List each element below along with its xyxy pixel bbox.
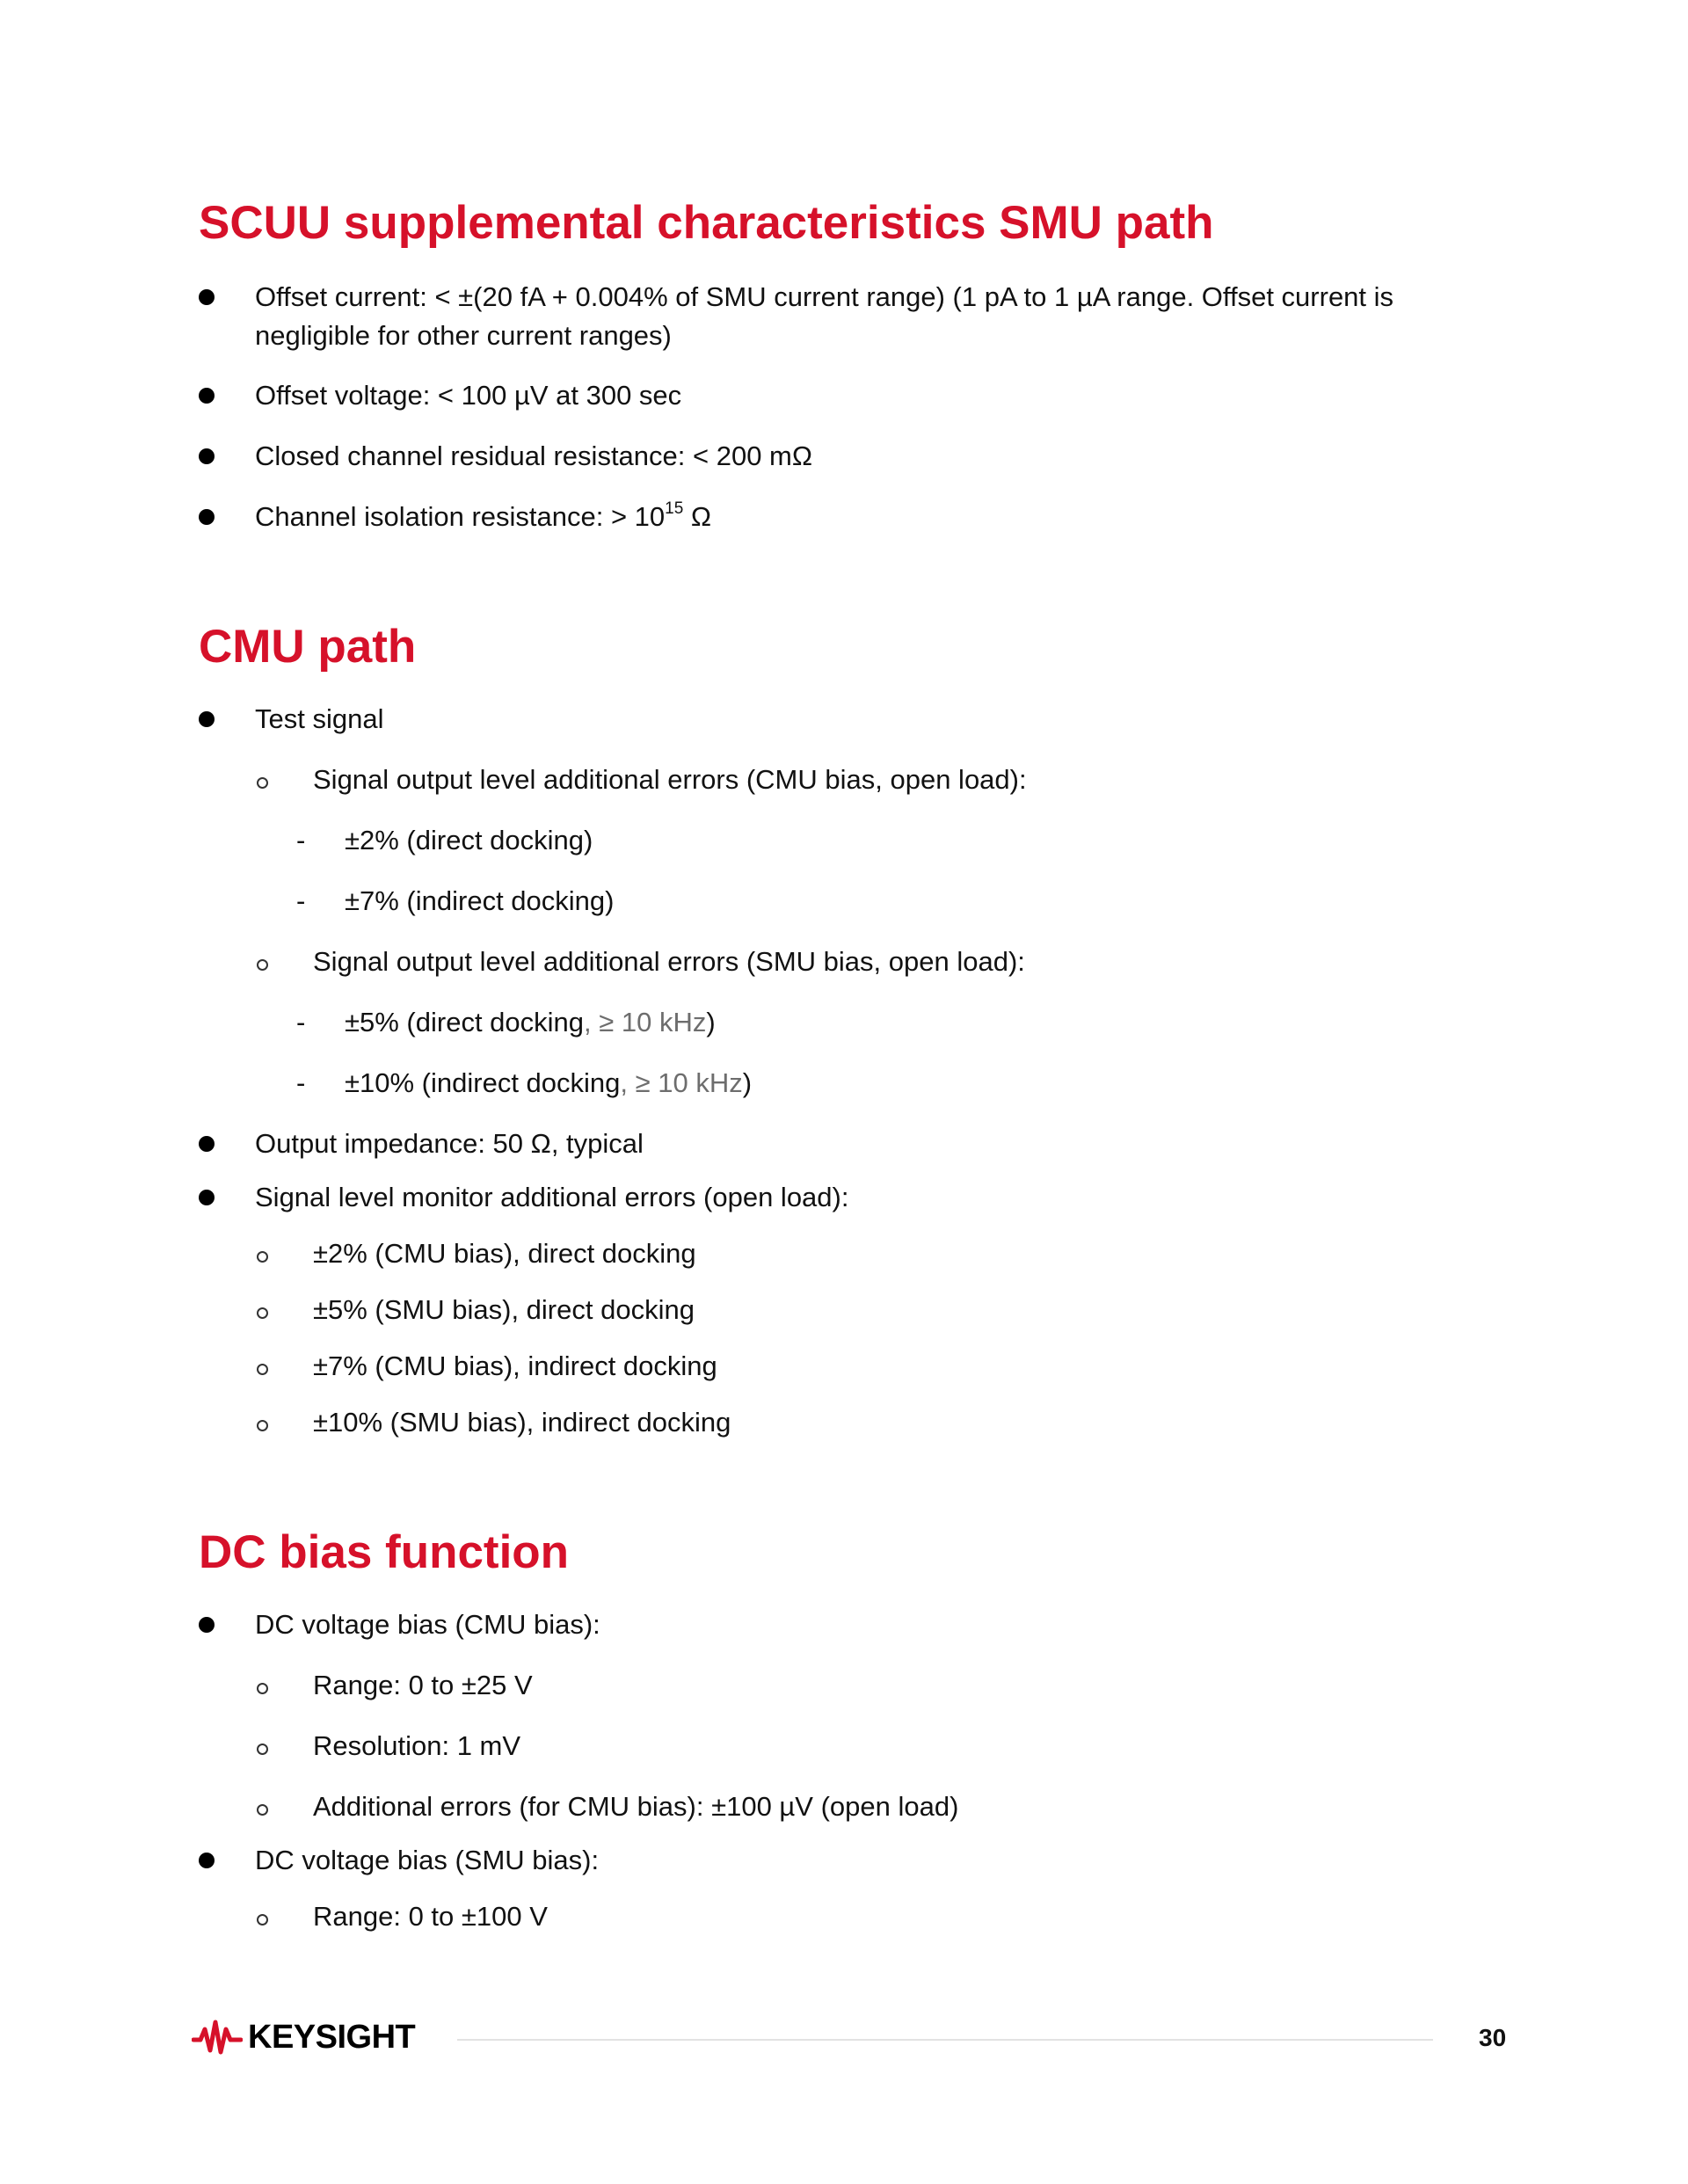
list-item [257, 1727, 520, 1765]
list-item [257, 1787, 958, 1826]
bullet-icon [199, 388, 215, 404]
bullet-icon [199, 509, 215, 525]
list-item [296, 1064, 752, 1103]
list-item [296, 1003, 716, 1042]
list-item [257, 1897, 548, 1936]
list-item-text: Output impedance: 50 Ω, typical [255, 1128, 644, 1159]
list-item-text: Range: 0 to ±25 V [313, 1670, 533, 1700]
list-item-text: ±7% (indirect docking) [345, 885, 615, 916]
bullet-icon [199, 448, 215, 464]
list-item-text: ±5% (direct docking, ≥ 10 kHz) [345, 1007, 716, 1037]
list-item-text: Offset voltage: < 100 µV at 300 sec [255, 380, 682, 411]
brand-name: KEYSIGHT [248, 2018, 416, 2056]
bullet-icon [199, 1617, 215, 1633]
dash-bullet-icon: - [296, 1067, 306, 1098]
circle-bullet-icon [257, 1364, 268, 1375]
bullet-icon [199, 711, 215, 727]
circle-bullet-icon [257, 1251, 268, 1263]
list-item [199, 1605, 600, 1644]
list-item [257, 1347, 717, 1386]
bullet-icon [199, 1853, 215, 1868]
list-item [296, 882, 614, 921]
circle-bullet-icon [257, 1744, 268, 1755]
circle-bullet-icon [257, 777, 268, 789]
list-item-text: ±10% (SMU bias), indirect docking [313, 1407, 731, 1438]
list-item [296, 821, 593, 860]
circle-bullet-icon [257, 1804, 268, 1816]
bullet-icon [199, 1136, 215, 1152]
list-item [199, 1841, 599, 1880]
list-item-text: DC voltage bias (CMU bias): [255, 1609, 600, 1640]
list-item [199, 1125, 644, 1163]
dash-bullet-icon: - [296, 1007, 306, 1037]
section-heading-cmu-path: CMU path [199, 621, 417, 673]
circle-bullet-icon [257, 1683, 268, 1694]
list-item-text: DC voltage bias (SMU bias): [255, 1845, 600, 1875]
list-item [199, 1178, 848, 1217]
circle-bullet-icon [257, 959, 268, 971]
page-number: 30 [1479, 2024, 1507, 2051]
list-item [199, 437, 812, 476]
list-item-text: Test signal [255, 703, 384, 734]
list-item-text: Resolution: 1 mV [313, 1730, 521, 1761]
list-item [199, 376, 681, 415]
bullet-icon [199, 289, 215, 305]
list-item [257, 1291, 695, 1329]
section-heading-dc-bias: DC bias function [199, 1526, 570, 1578]
list-item [257, 761, 1027, 799]
list-item-text: Range: 0 to ±100 V [313, 1901, 548, 1932]
list-item [257, 1403, 731, 1442]
circle-bullet-icon [257, 1914, 268, 1926]
list-item [257, 1666, 533, 1705]
keysight-logo [192, 2017, 415, 2057]
list-item-text: ±2% (CMU bias), direct docking [313, 1238, 696, 1269]
list-item [257, 1234, 696, 1273]
list-item-text: Signal output level additional errors (CMU bias, open load): [313, 764, 1027, 795]
circle-bullet-icon [257, 1420, 268, 1431]
keysight-wave-logo-icon [192, 2017, 243, 2057]
footer-divider [457, 2039, 1433, 2041]
section-heading-scuu-smu-path: SCUU supplemental characteristics SMU path [199, 197, 1214, 249]
bullet-icon [199, 1190, 215, 1205]
list-item [257, 943, 1025, 981]
list-item-text: Additional errors (for CMU bias): ±100 µV (open load) [313, 1791, 959, 1822]
dash-bullet-icon: - [296, 825, 306, 855]
list-item-text: Channel isolation resistance: > $10^{15}$ Ω [255, 499, 712, 532]
circle-bullet-icon [257, 1307, 268, 1319]
list-item [199, 498, 711, 536]
list-item-text: Closed channel residual resistance: < 200 mΩ [255, 440, 813, 471]
list-item-text: ±5% (SMU bias), direct docking [313, 1294, 695, 1325]
list-item-text: ±7% (CMU bias), indirect docking [313, 1350, 717, 1381]
list-item [199, 700, 383, 739]
list-item-text: ±10% (indirect docking, ≥ 10 kHz) [345, 1067, 753, 1098]
list-item [199, 278, 1447, 355]
list-item-text: Offset current: < ±(20 fA + 0.004% of SMU current range) (1 pA to 1 µA range. Offset current is negligible for other current ranges) [255, 281, 1394, 351]
list-item-text: ±2% (direct docking) [345, 825, 593, 855]
dash-bullet-icon: - [296, 885, 306, 916]
exponent: 15 [665, 499, 684, 518]
list-item-text: Signal output level additional errors (SMU bias, open load): [313, 946, 1025, 977]
list-item-text: Signal level monitor additional errors (open load): [255, 1182, 849, 1212]
